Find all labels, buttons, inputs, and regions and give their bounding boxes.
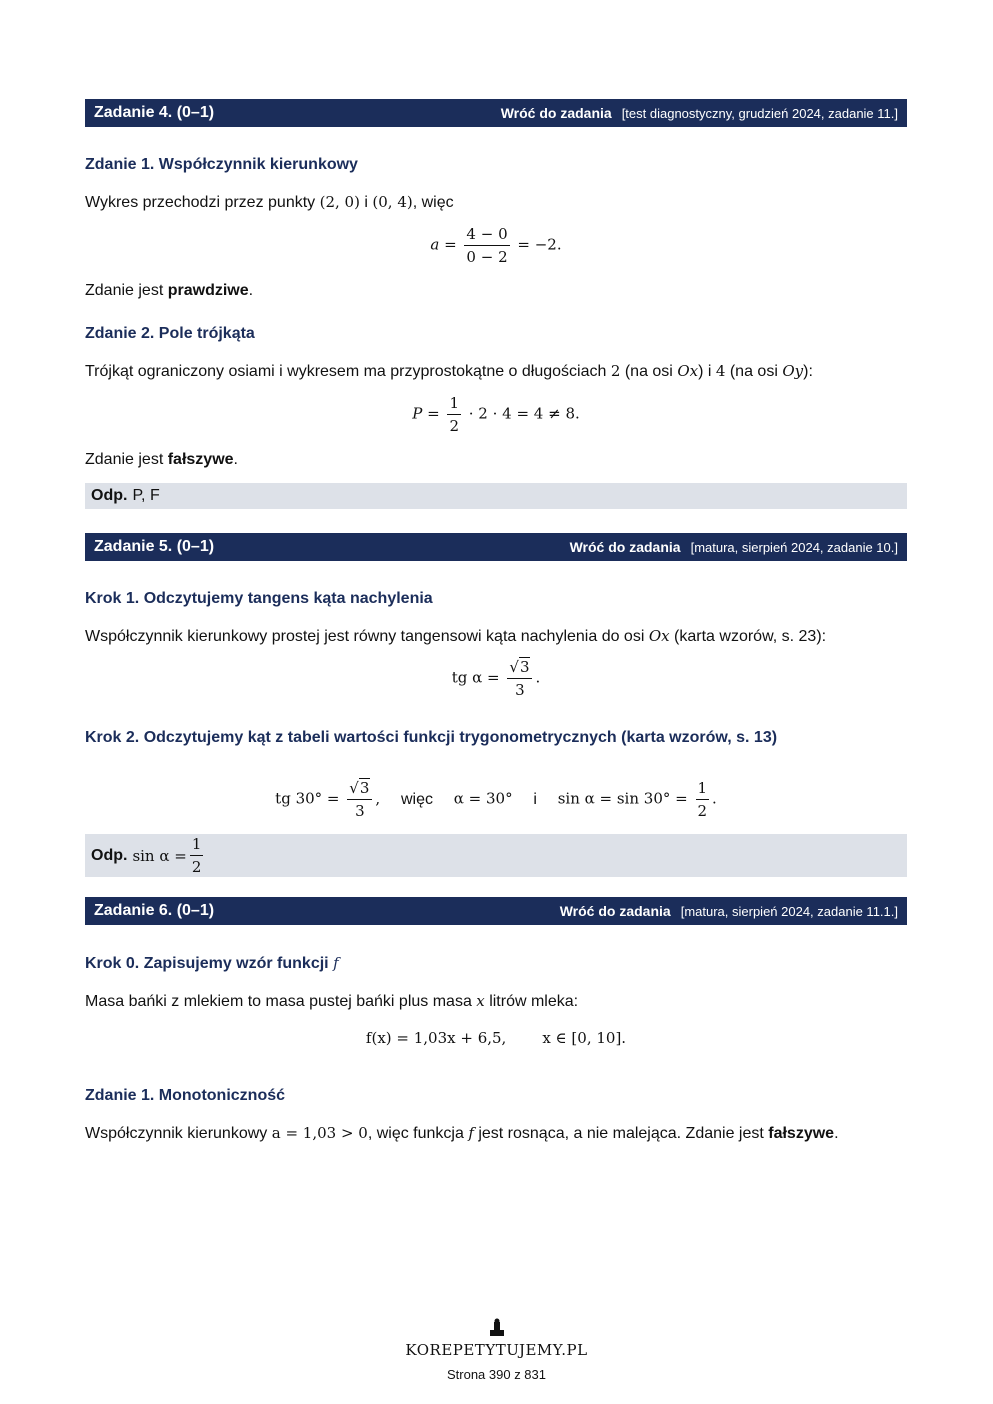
footer-page-number: Strona 390 z 831 [446, 1367, 547, 1382]
task-4-statement-2-heading: Zdanie 2. Pole trójkąta [85, 325, 255, 342]
task-5-answer: Odp. sin α = $\frac{1}{2}$ [85, 834, 907, 877]
task-4-statement-2-verdict: Zdanie jest fałszywe. [85, 451, 238, 468]
task-4-statement-1-text: Wykres przechodzi przez punkty (2, 0) i (0, 4), więc [85, 193, 454, 211]
page-content [85, 99, 907, 1145]
footer-logo [0, 1318, 993, 1343]
task-5-title: Zadanie 5. (0–1) [94, 538, 215, 555]
footer-brand: KOREPETYTUJEMY.PL [405, 1341, 588, 1359]
task-5-step-1-heading: Krok 1. Odczytujemy tangens kąta nachylenia [85, 590, 433, 607]
task-6-title: Zadanie 6. (0–1) [94, 902, 215, 919]
task-4-area-equation: P = $\frac{1}{2}$ · 2 · 4 = 4 ≠ 8. [412, 394, 580, 435]
task-4-source: [test diagnostyczny, grudzień 2024, zadanie 11.] [621, 105, 898, 121]
task-6-step-0-heading: Krok 0. Zapisujemy wzór funkcji f [85, 954, 339, 972]
task-6-statement-1-text: Współczynnik kierunkowy a = 1,03 > 0, więc funkcja f jest rosnąca, a nie malejąca. Zdanie jest fałszywe. [85, 1124, 839, 1142]
task-5-source: [matura, sierpień 2024, zadanie 10.] [690, 539, 898, 555]
task-4-slope-equation: a = $\frac{4 - 0}{0 - 2}$ = −2. [430, 225, 562, 266]
task-4-answer: Odp. P, F [85, 483, 907, 509]
task-6-step-0-text: Masa bańki z mlekiem to masa pustej bańki plus masa x litrów mleka: [85, 992, 579, 1010]
task-5-angle-equation: tg 30° = $\frac{√3}{3}$ , więc α = 30° i sin α = sin 30° = $\frac{1}{2}$ . [275, 779, 717, 820]
task-5-step-1-text: Współczynnik kierunkowy prostej jest równy tangensowi kąta nachylenia do osi Ox (karta wzorów, s. 23): [85, 627, 827, 645]
task-4-title: Zadanie 4. (0–1) [94, 104, 215, 121]
task-6-back-link[interactable]: Wróć do zadania [559, 903, 671, 919]
task-4-header [85, 99, 907, 127]
task-6-source: [matura, sierpień 2024, zadanie 11.1.] [680, 903, 898, 919]
task-5-header [85, 533, 907, 561]
task-4-statement-2-text: Trójkąt ograniczony osiami i wykresem ma przyprostokątne o długościach 2 (na osi Ox) i 4 (na osi Oy): [85, 362, 813, 380]
task-5-step-2-heading: Krok 2. Odczytujemy kąt z tabeli wartości funkcji trygonometrycznych (karta wzorów, s. 13) [85, 729, 778, 746]
task-6-function-formula: f(x) = 1,03x + 6,5, x ∈ [0, 10]. [365, 1029, 627, 1047]
task-5-back-link[interactable]: Wróć do zadania [569, 539, 681, 555]
task-4-statement-1-heading: Zdanie 1. Współczynnik kierunkowy [85, 156, 358, 173]
task-5-tangent-equation: tg α = $\frac{√3}{3}$ . [451, 658, 541, 699]
logo-icon [488, 1318, 506, 1338]
task-6-statement-1-heading: Zdanie 1. Monotoniczność [85, 1087, 286, 1104]
task-4-statement-1-verdict: Zdanie jest prawdziwe. [85, 282, 254, 299]
task-4-back-link[interactable]: Wróć do zadania [500, 105, 612, 121]
task-6-header [85, 897, 907, 925]
